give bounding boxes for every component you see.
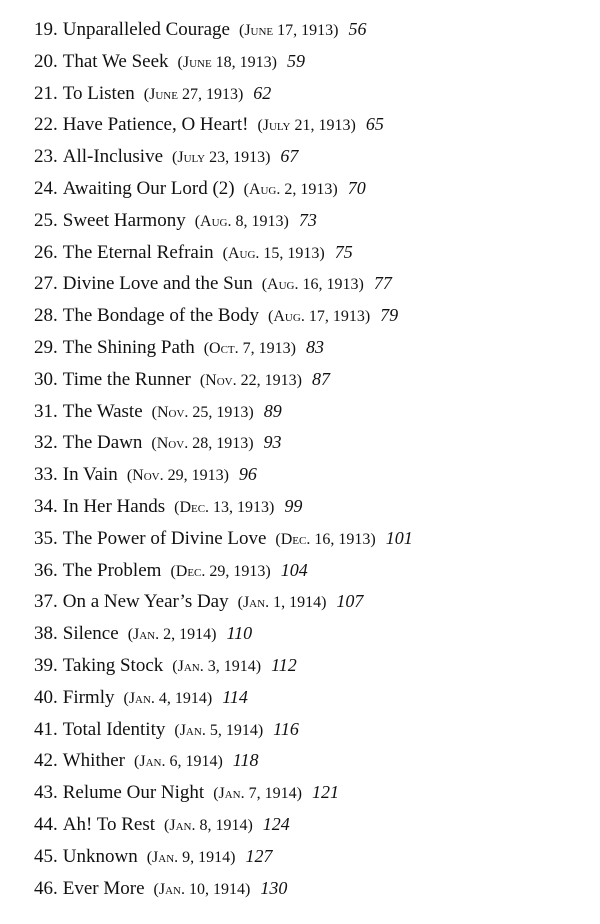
entry-number: 25.: [34, 209, 58, 231]
entry-page-number: 107: [336, 591, 364, 612]
entry-page-number: 67: [280, 146, 299, 167]
toc-entry: [34, 364, 413, 396]
entry-date: (Nov. 29, 1913): [126, 467, 229, 485]
entry-date: (Dec. 16, 1913): [275, 530, 376, 548]
entry-title: Whither: [62, 750, 126, 772]
entry-number: 19.: [34, 19, 58, 40]
entry-page-number: 93: [263, 432, 282, 453]
entry-title: In Vain: [62, 464, 118, 486]
entry-number: 35.: [34, 527, 58, 549]
entry-number: 40.: [34, 686, 58, 708]
entry-title: To Listen: [62, 82, 135, 104]
entry-date: (Jan. 10, 1914): [153, 880, 251, 898]
entry-number: 21.: [34, 82, 58, 104]
entry-number: 46.: [34, 877, 58, 899]
entry-number: 28.: [34, 305, 58, 327]
entry-number: 29.: [34, 336, 58, 358]
entry-title: Unparalleled Courage: [62, 19, 230, 40]
entry-page-number: 127: [245, 845, 273, 866]
entry-page-number: 79: [380, 305, 399, 326]
toc-entry: [34, 78, 413, 110]
entry-page-number: 96: [238, 464, 257, 485]
entry-date: (Aug. 2, 1913): [243, 180, 338, 198]
entry-date: (Jan. 6, 1914): [134, 753, 223, 771]
toc-entry: [34, 332, 413, 364]
entry-page-number: 104: [280, 559, 308, 580]
entry-date: (Jan. 5, 1914): [174, 721, 264, 739]
entry-date: (Jan. 8, 1914): [164, 816, 253, 834]
entry-page-number: 118: [232, 750, 259, 771]
entry-date: (June 17, 1913): [238, 22, 339, 39]
entry-title: The Eternal Refrain: [62, 241, 214, 263]
entry-date: (Dec. 13, 1913): [174, 498, 275, 516]
toc-entry: [34, 268, 413, 300]
entry-page-number: 70: [347, 177, 366, 198]
entry-date: (Jan. 2, 1914): [127, 626, 217, 644]
toc-entry: [34, 777, 413, 809]
entry-date: (Nov. 22, 1913): [199, 371, 302, 389]
toc-entry: [34, 809, 413, 841]
entry-date: (June 27, 1913): [143, 85, 244, 103]
entry-date: (Jan. 3, 1914): [172, 657, 262, 675]
entry-page-number: 121: [311, 782, 339, 803]
table-of-contents: [34, 14, 413, 904]
entry-title: The Waste: [62, 400, 143, 422]
toc-entry: [34, 141, 413, 173]
entry-page-number: 73: [298, 209, 317, 230]
entry-date: (Aug. 16, 1913): [261, 276, 364, 294]
toc-entry: [34, 459, 413, 491]
entry-title: Unknown: [62, 845, 138, 867]
toc-entry: [34, 586, 413, 618]
entry-date: (June 18, 1913): [177, 53, 278, 71]
entry-date: (Jan. 4, 1914): [123, 689, 213, 707]
entry-number: 38.: [34, 623, 58, 645]
toc-entry: [34, 205, 413, 237]
entry-number: 30.: [34, 368, 58, 390]
entry-page-number: 99: [284, 495, 303, 516]
entry-number: 33.: [34, 464, 58, 486]
entry-page-number: 62: [253, 82, 272, 103]
toc-entry: [34, 650, 413, 682]
entry-page-number: 124: [262, 813, 290, 834]
entry-page-number: 116: [273, 718, 299, 739]
entry-page-number: 56: [348, 19, 367, 39]
entry-page-number: 87: [311, 368, 330, 389]
entry-page-number: 65: [365, 114, 384, 135]
toc-entry: [34, 555, 413, 587]
entry-number: 36.: [34, 559, 58, 581]
entry-title: The Shining Path: [62, 336, 195, 358]
entry-page-number: 83: [305, 336, 324, 357]
entry-number: 44.: [34, 813, 58, 835]
entry-number: 27.: [34, 273, 58, 295]
entry-title: All-Inclusive: [62, 146, 164, 168]
entry-page-number: 75: [334, 241, 353, 262]
toc-entry: [34, 300, 413, 332]
entry-title: Divine Love and the Sun: [62, 273, 253, 295]
entry-title: The Problem: [62, 559, 162, 581]
entry-title: Sweet Harmony: [62, 209, 186, 231]
entry-page-number: 110: [226, 623, 253, 644]
entry-title: Total Identity: [62, 718, 166, 740]
entry-title: In Her Hands: [62, 495, 166, 517]
entry-title: The Bondage of the Body: [62, 305, 260, 327]
entry-date: (Aug. 17, 1913): [268, 308, 371, 326]
entry-number: 43.: [34, 782, 58, 804]
entry-number: 20.: [34, 50, 58, 72]
entry-number: 31.: [34, 400, 58, 422]
entry-number: 45.: [34, 845, 58, 867]
entry-title: Firmly: [62, 686, 115, 708]
entry-title: Silence: [62, 623, 119, 645]
entry-page-number: 101: [385, 527, 413, 548]
entry-title: That We Seek: [62, 50, 169, 72]
toc-entry: [34, 46, 413, 78]
entry-page-number: 77: [373, 273, 392, 294]
entry-number: 41.: [34, 718, 58, 740]
entry-title: Have Patience, O Heart!: [62, 114, 249, 136]
entry-date: (Oct. 7, 1913): [203, 339, 296, 357]
entry-number: 34.: [34, 495, 58, 517]
entry-number: 26.: [34, 241, 58, 263]
entry-date: (Aug. 15, 1913): [222, 244, 325, 262]
entry-date: (Nov. 28, 1913): [151, 435, 254, 453]
toc-entry: [34, 618, 413, 650]
entry-title: Time the Runner: [62, 368, 191, 390]
toc-entry: [34, 14, 413, 46]
entry-date: (Aug. 8, 1913): [194, 212, 289, 230]
entry-title: Awaiting Our Lord (2): [62, 177, 235, 199]
entry-title: Ever More: [62, 877, 145, 899]
entry-number: 23.: [34, 146, 58, 168]
entry-number: 22.: [34, 114, 58, 136]
entry-number: 39.: [34, 654, 58, 676]
entry-page-number: 130: [260, 877, 288, 898]
toc-entry: [34, 523, 413, 555]
toc-entry: [34, 873, 413, 905]
toc-entry: [34, 427, 413, 459]
toc-entry: [34, 173, 413, 205]
entry-title: The Dawn: [62, 432, 143, 454]
entry-number: 24.: [34, 177, 58, 199]
entry-date: (Jan. 1, 1914): [237, 594, 327, 612]
entry-page-number: 59: [287, 50, 306, 71]
entry-title: The Power of Divine Love: [62, 527, 267, 549]
toc-entry: [34, 682, 413, 714]
toc-entry: [34, 745, 413, 777]
entry-date: (Dec. 29, 1913): [170, 562, 271, 580]
entry-date: (Jan. 7, 1914): [213, 785, 302, 803]
entry-date: (July 21, 1913): [257, 117, 356, 135]
toc-entry: [34, 841, 413, 873]
entry-title: On a New Year’s Day: [62, 591, 229, 613]
toc-entry: [34, 109, 413, 141]
entry-title: Ah! To Rest: [62, 813, 156, 835]
entry-date: (July 23, 1913): [172, 149, 271, 167]
entry-title: Taking Stock: [62, 654, 164, 676]
entry-page-number: 112: [271, 654, 297, 675]
entry-number: 37.: [34, 591, 58, 613]
entry-date: (Nov. 25, 1913): [151, 403, 254, 421]
entry-page-number: 114: [222, 686, 248, 707]
toc-entry: [34, 237, 413, 269]
entry-number: 42.: [34, 750, 58, 772]
entry-title: Relume Our Night: [62, 782, 205, 804]
toc-entry: [34, 714, 413, 746]
entry-date: (Jan. 9, 1914): [146, 848, 236, 866]
toc-entry: [34, 396, 413, 428]
entry-number: 32.: [34, 432, 58, 454]
toc-entry: [34, 491, 413, 523]
entry-page-number: 89: [263, 400, 282, 421]
